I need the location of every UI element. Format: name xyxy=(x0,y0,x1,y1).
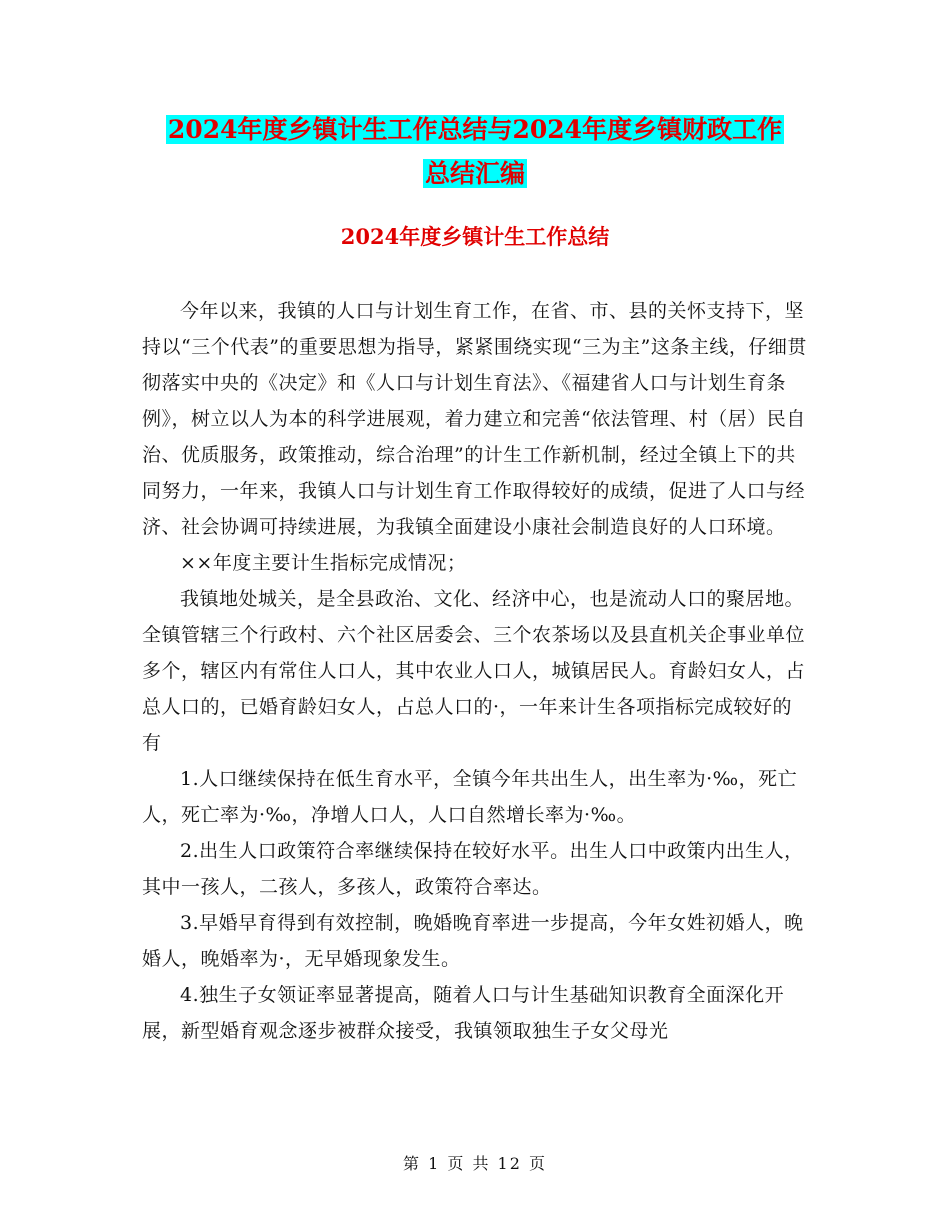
paragraph-intro: 今年以来，我镇的人口与计划生育工作，在省、市、县的关怀支持下，坚持以“三个代表”的重要思想为指导，紧紧围绕实现“三为主”这条主线，仔细贯彻落实中央的《决定》和《人口与计划生育法》、《福建省人口与计划生育条例》，树立以人为本的科学进展观，着力建立和完善“依法管理、村（居）民自治、优质服务，政策推动，综合治理”的计生工作新机制，经过全镇上下的共同努力，一年来，我镇人口与计划生育工作取得较好的成绩，促进了人口与经济、社会协调可持续进展，为我镇全面建设小康社会制造良好的人口环境。 xyxy=(142,300,807,538)
paragraph-item-4: 4.独生子女领证率显著提高，随着人口与计生基础知识教育全面深化开展，新型婚育观念逐步被群众接受，我镇领取独生子女父母光 xyxy=(142,984,785,1042)
document-title-line2: 总结汇编 xyxy=(424,159,525,188)
document-title-line1: 2024年度乡镇计生工作总结与2024年度乡镇财政工作 xyxy=(167,115,783,144)
document-title xyxy=(100,108,850,196)
paragraph-item-2: 2.出生人口政策符合率继续保持在较好水平。出生人口中政策内出生人，其中一孩人，二孩人，多孩人，政策符合率达。 xyxy=(142,840,804,898)
paragraph-indicators-heading: ××年度主要计生指标完成情况； xyxy=(180,552,467,574)
section-title: 2024年度乡镇计生工作总结 xyxy=(340,224,610,249)
body-text xyxy=(142,293,810,1049)
paragraph-item-1: 1.人口继续保持在低生育水平，全镇今年共出生人，出生率为·‰，死亡人，死亡率为·‰，净增人口人，人口自然增长率为·‰。 xyxy=(142,768,798,826)
paragraph-overview: 我镇地处城关，是全县政治、文化、经济中心，也是流动人口的聚居地。全镇管辖三个行政村、六个社区居委会、三个农茶场以及县直机关企事业单位多个，辖区内有常住人口人，其中农业人口人，城镇居民人。育龄妇女人，占总人口的，已婚育龄妇女人，占总人口的·，一年来计生各项指标完成较好的有 xyxy=(142,588,806,754)
paragraph-item-3: 3.早婚早育得到有效控制，晚婚晚育率进一步提高，今年女姓初婚人，晚婚人，晚婚率为·，无早婚现象发生。 xyxy=(142,912,804,970)
page-footer: 第 1 页 共 12 页 xyxy=(403,1154,547,1173)
